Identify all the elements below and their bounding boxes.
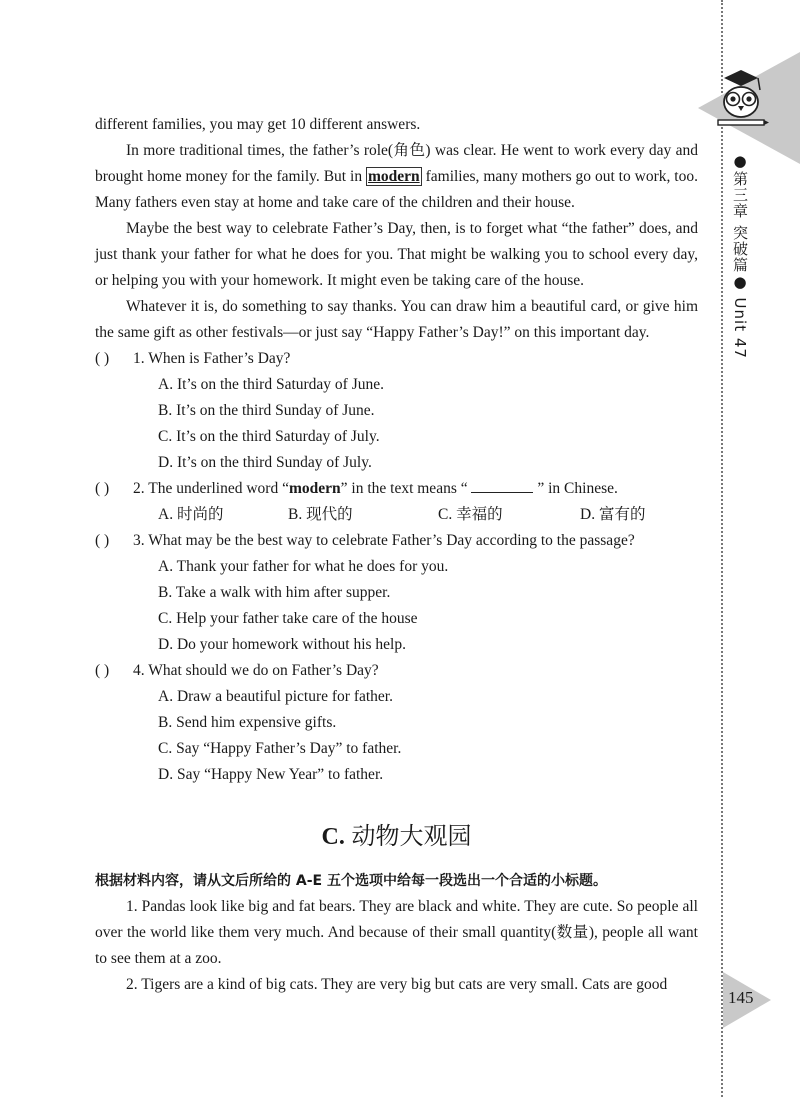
passage-paragraph: Whatever it is, do something to say thanks. You can draw him a beautiful card, or give him the same gift as other festivals—or just say “Happy Father’s Day!” on this important day. <box>95 298 698 341</box>
question-word-modern: modern <box>288 480 341 497</box>
section-c-title: C. 动物大观园 <box>321 823 472 850</box>
passage-paragraph: In more traditional times, the father’s role(角色) was clear. He went to work every day and brought home money for the family. But in modern families, many mothers go out to work, too. Many fathers even stay at home and take care of the children and their house. <box>95 142 698 211</box>
fill-blank[interactable] <box>471 476 533 493</box>
question-2: ( ) 2. The underlined word “modern” in the text means “ ” in Chinese. A. 时尚的 B. 现代的 C. 幸福的 D. 富有的 <box>95 476 698 528</box>
answer-bracket[interactable]: ( ) <box>95 480 110 497</box>
option-c: C. Help your father take care of the house <box>158 610 418 627</box>
option-c: C. 幸福的 <box>438 506 503 523</box>
question-4 <box>95 658 698 788</box>
underlined-word-modern: modern <box>368 168 420 185</box>
option-b: B. 现代的 <box>288 506 353 523</box>
answer-bracket[interactable]: ( ) <box>95 532 110 549</box>
option-row <box>95 502 698 528</box>
option-c: C. It’s on the third Saturday of July. <box>158 428 380 445</box>
chapter-side-label: ●第三章 突破篇● Unit 47 <box>731 152 749 359</box>
owl-scholar-icon <box>712 64 770 134</box>
option-d: D. It’s on the third Sunday of July. <box>158 454 372 471</box>
passage-paragraph: Maybe the best way to celebrate Father’s Day, then, is to forget what “the father” does, and just thank your father for what he does for you. That might be walking you to school every day, or helping you with your homework. It might even be taking care of the house. <box>95 220 698 289</box>
option-d: D. Do your homework without his help. <box>158 636 406 653</box>
passage-paragraph: different families, you may get 10 different answers. <box>95 116 421 133</box>
option-b: B. It’s on the third Sunday of June. <box>158 402 375 419</box>
section-c-paragraph: 2. Tigers are a kind of big cats. They are very big but cats are very small. Cats are good <box>126 976 668 993</box>
option-a: A. Draw a beautiful picture for father. <box>158 688 393 705</box>
page-content <box>95 112 698 998</box>
question-3 <box>95 528 698 658</box>
question-1 <box>95 346 698 476</box>
option-a: A. It’s on the third Saturday of June. <box>158 376 385 393</box>
section-c-instruction: 根据材料内容，请从文后所给的 A-E 五个选项中给每一段选出一个合适的小标题。 <box>95 873 607 889</box>
option-b: B. Take a walk with him after supper. <box>158 584 391 601</box>
answer-bracket[interactable]: ( ) <box>95 662 110 679</box>
answer-bracket[interactable]: ( ) <box>95 350 110 367</box>
margin-dotted-line <box>721 0 723 1097</box>
option-a: A. 时尚的 <box>158 506 224 523</box>
question-text: 3. What may be the best way to celebrate Father’s Day according to the passage? <box>133 532 635 549</box>
option-d: D. Say “Happy New Year” to father. <box>158 766 384 783</box>
option-c: C. Say “Happy Father’s Day” to father. <box>158 740 402 757</box>
section-c-paragraph: 1. Pandas look like big and fat bears. They are black and white. They are cute. So people all over the world like them very much. And because of their small quantity(数量), people all want to see them at a zoo. <box>95 898 698 967</box>
question-text: 1. When is Father’s Day? <box>133 350 291 367</box>
page-number: 145 <box>728 988 754 1007</box>
option-a: A. Thank your father for what he does for you. <box>158 558 449 575</box>
question-text: 4. What should we do on Father’s Day? <box>133 662 379 679</box>
option-b: B. Send him expensive gifts. <box>158 714 337 731</box>
option-d: D. 富有的 <box>580 506 646 523</box>
